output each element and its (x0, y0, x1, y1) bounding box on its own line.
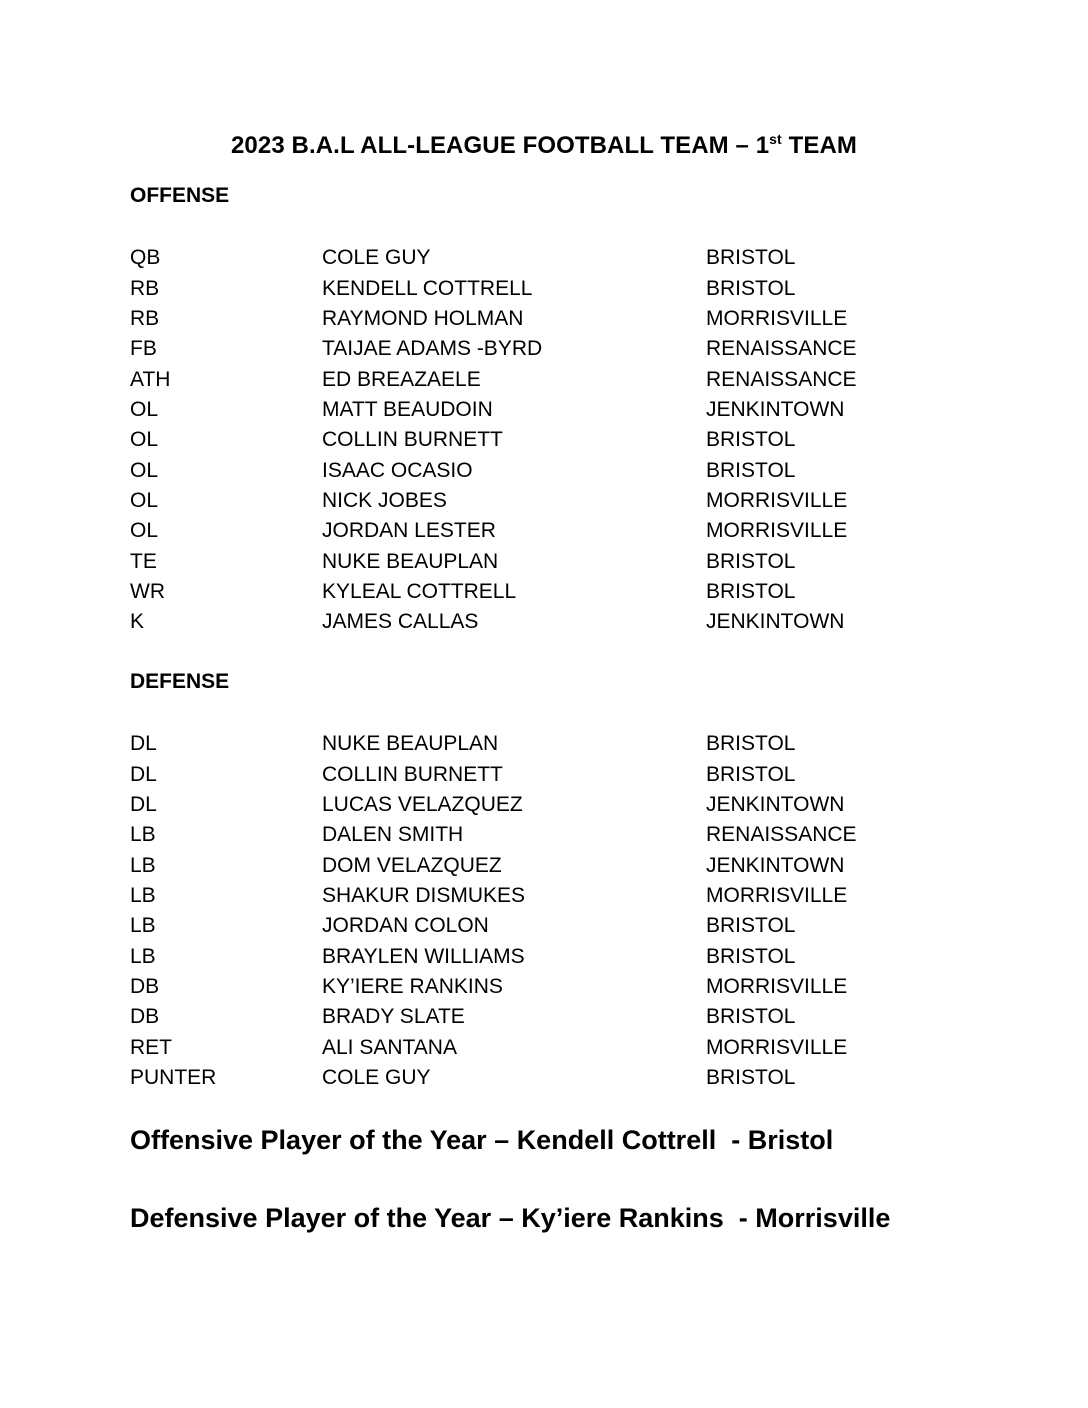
school-cell: BRISTOL (706, 246, 796, 270)
school-cell: BRISTOL (706, 762, 796, 786)
offense-heading: OFFENSE (130, 184, 230, 207)
position-cell: DL (130, 732, 157, 756)
school-cell: BRISTOL (706, 732, 796, 756)
school-cell: MORRISVILLE (706, 1035, 848, 1059)
offensive-player-of-year: Offensive Player of the Year – Kendell Cottrell - Bristol (130, 1125, 834, 1155)
position-cell: K (130, 610, 145, 634)
table-row (130, 1002, 960, 1032)
defensive-player-of-year: Defensive Player of the Year – Ky’iere Rankins - Morrisville (130, 1203, 891, 1233)
position-cell: OL (130, 428, 159, 452)
player-name-cell: ISAAC OCASIO (322, 458, 473, 482)
school-cell: MORRISVILLE (706, 519, 848, 543)
position-cell: OL (130, 519, 159, 543)
school-cell: MORRISVILLE (706, 974, 848, 998)
player-name-cell: NUKE BEAUPLAN (322, 732, 499, 756)
player-name-cell: ED BREAZAELE (322, 367, 481, 391)
table-row (130, 395, 960, 425)
position-cell: DL (130, 762, 157, 786)
school-cell: JENKINTOWN (706, 397, 845, 421)
position-cell: RET (130, 1035, 172, 1059)
position-cell: WR (130, 579, 165, 603)
table-row (130, 516, 960, 546)
position-cell: LB (130, 853, 156, 877)
offense-roster (130, 243, 960, 637)
school-cell: JENKINTOWN (706, 610, 845, 634)
position-cell: QB (130, 246, 161, 270)
player-name-cell: DOM VELAZQUEZ (322, 853, 502, 877)
table-row (130, 911, 960, 941)
school-cell: JENKINTOWN (706, 792, 845, 816)
player-name-cell: RAYMOND HOLMAN (322, 306, 524, 330)
player-name-cell: BRADY SLATE (322, 1005, 465, 1029)
title-suffix: TEAM (781, 132, 857, 159)
table-row (130, 243, 960, 273)
player-name-cell: BRAYLEN WILLIAMS (322, 944, 525, 968)
school-cell: BRISTOL (706, 1005, 796, 1029)
school-cell: BRISTOL (706, 914, 796, 938)
school-cell: MORRISVILLE (706, 488, 848, 512)
player-name-cell: COLE GUY (322, 246, 431, 270)
school-cell: JENKINTOWN (706, 853, 845, 877)
school-cell: RENAISSANCE (706, 823, 857, 847)
school-cell: BRISTOL (706, 944, 796, 968)
table-row (130, 334, 960, 364)
player-name-cell: ALI SANTANA (322, 1035, 457, 1059)
school-cell: BRISTOL (706, 1065, 796, 1089)
player-name-cell: TAIJAE ADAMS -BYRD (322, 337, 543, 361)
position-cell: OL (130, 458, 159, 482)
table-row (130, 577, 960, 607)
player-name-cell: KYLEAL COTTRELL (322, 579, 517, 603)
table-row (130, 273, 960, 303)
player-name-cell: COLLIN BURNETT (322, 762, 503, 786)
player-name-cell: JORDAN LESTER (322, 519, 496, 543)
position-cell: ATH (130, 367, 171, 391)
player-name-cell: JORDAN COLON (322, 914, 489, 938)
position-cell: LB (130, 883, 156, 907)
position-cell: OL (130, 488, 159, 512)
position-cell: LB (130, 823, 156, 847)
table-row (130, 850, 960, 880)
title-ordinal: st (769, 131, 782, 147)
table-row (130, 546, 960, 576)
school-cell: RENAISSANCE (706, 367, 857, 391)
table-row (130, 425, 960, 455)
table-row (130, 972, 960, 1002)
table-row (130, 1032, 960, 1062)
document-title (0, 132, 1088, 160)
table-row (130, 607, 960, 637)
table-row (130, 881, 960, 911)
table-row (130, 486, 960, 516)
position-cell: TE (130, 549, 157, 573)
table-row (130, 941, 960, 971)
player-name-cell: NICK JOBES (322, 488, 447, 512)
player-name-cell: COLE GUY (322, 1065, 431, 1089)
player-name-cell: KY’IERE RANKINS (322, 974, 503, 998)
table-row (130, 1063, 960, 1093)
defense-heading: DEFENSE (130, 670, 230, 693)
player-name-cell: JAMES CALLAS (322, 610, 479, 634)
position-cell: DL (130, 792, 157, 816)
position-cell: DB (130, 974, 160, 998)
position-cell: DB (130, 1005, 160, 1029)
position-cell: PUNTER (130, 1065, 217, 1089)
school-cell: MORRISVILLE (706, 883, 848, 907)
position-cell: FB (130, 337, 157, 361)
title-main: 2023 B.A.L ALL-LEAGUE FOOTBALL TEAM – 1 (230, 132, 770, 159)
school-cell: RENAISSANCE (706, 337, 857, 361)
player-name-cell: DALEN SMITH (322, 823, 464, 847)
table-row (130, 455, 960, 485)
school-cell: BRISTOL (706, 428, 796, 452)
player-name-cell: KENDELL COTTRELL (322, 276, 533, 300)
position-cell: RB (130, 306, 160, 330)
table-row (130, 759, 960, 789)
school-cell: BRISTOL (706, 579, 796, 603)
player-name-cell: MATT BEAUDOIN (322, 397, 493, 421)
school-cell: BRISTOL (706, 276, 796, 300)
position-cell: LB (130, 914, 156, 938)
defense-roster (130, 729, 960, 1093)
player-name-cell: LUCAS VELAZQUEZ (322, 792, 523, 816)
player-name-cell: SHAKUR DISMUKES (322, 883, 526, 907)
school-cell: BRISTOL (706, 549, 796, 573)
position-cell: LB (130, 944, 156, 968)
table-row (130, 364, 960, 394)
table-row (130, 729, 960, 759)
table-row (130, 820, 960, 850)
school-cell: BRISTOL (706, 458, 796, 482)
position-cell: RB (130, 276, 160, 300)
table-row (130, 790, 960, 820)
school-cell: MORRISVILLE (706, 306, 848, 330)
table-row (130, 304, 960, 334)
position-cell: OL (130, 397, 159, 421)
player-name-cell: COLLIN BURNETT (322, 428, 503, 452)
player-name-cell: NUKE BEAUPLAN (322, 549, 499, 573)
